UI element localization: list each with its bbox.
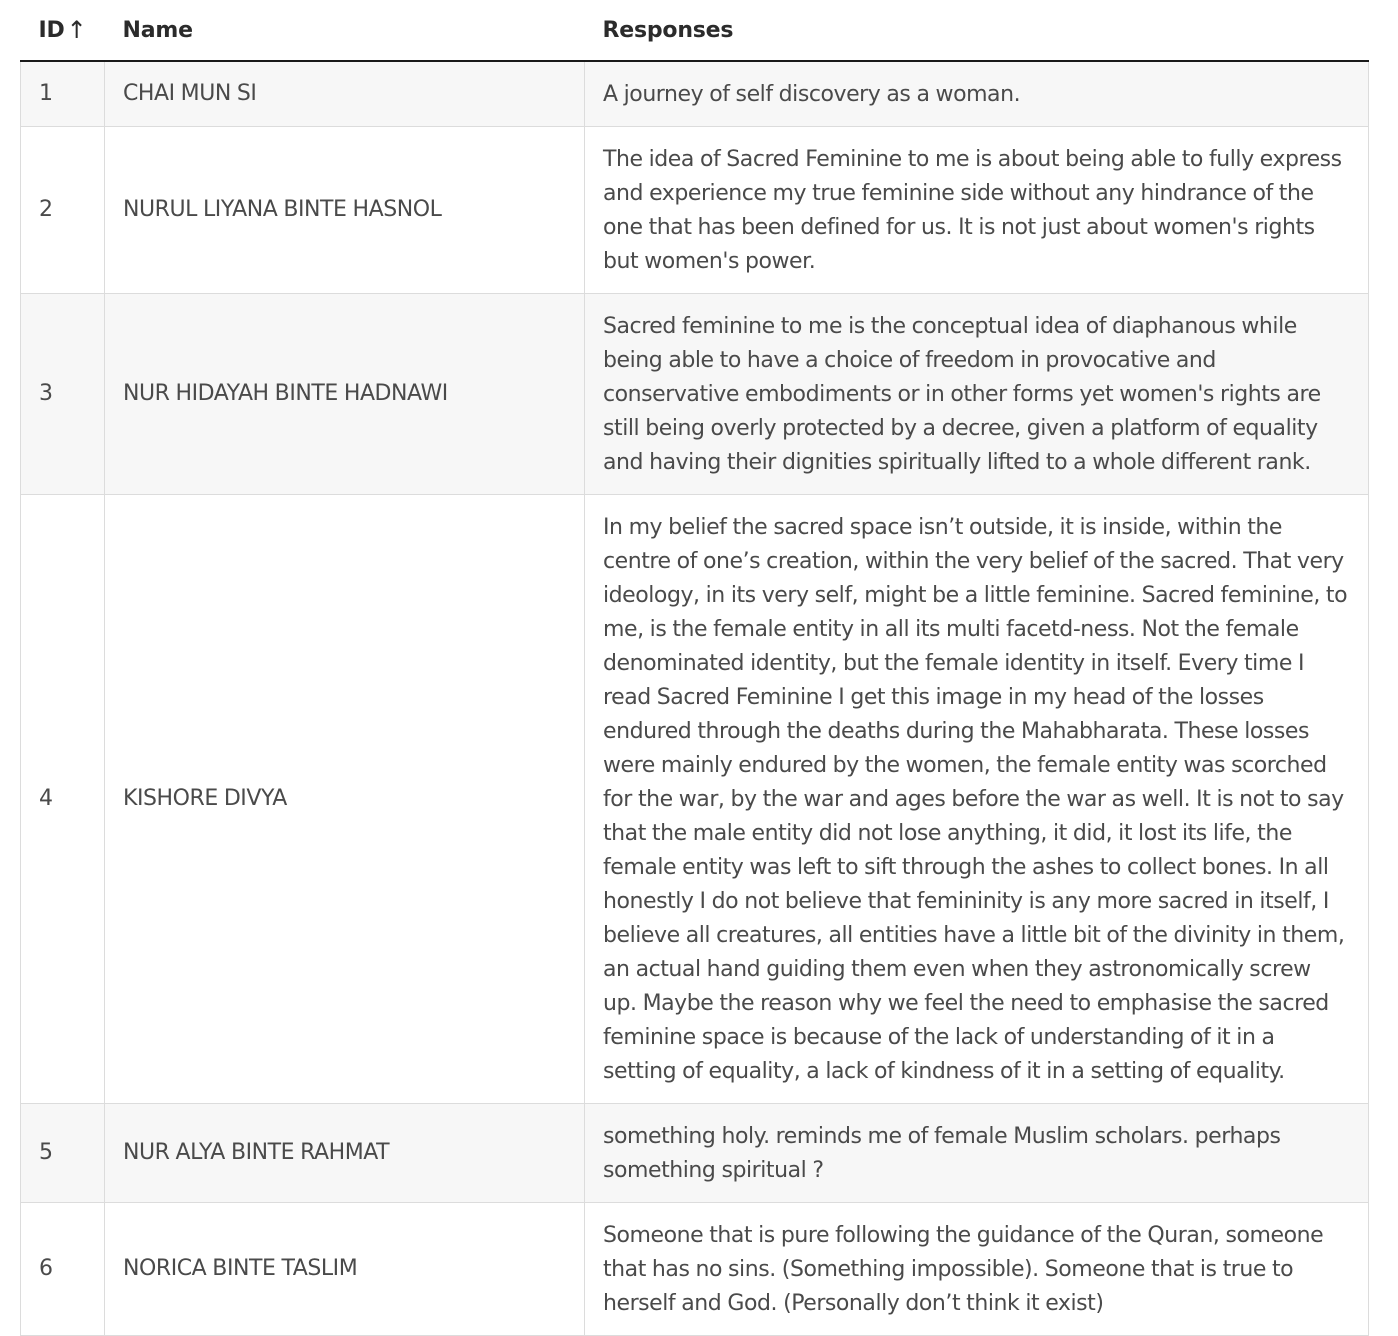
column-header-responses-label: Responses (602, 17, 734, 43)
cell-response: A journey of self discovery as a woman. (585, 61, 1369, 127)
cell-id: 6 (21, 1203, 105, 1336)
sort-ascending-icon[interactable]: ↑ (66, 16, 87, 44)
cell-response: Someone that is pure following the guidance of the Quran, someone that has no sins. (Something impossible). Someone that is true to herself and God. (Personally don’t think it exist) (585, 1203, 1369, 1336)
cell-id: 2 (21, 127, 105, 294)
cell-name: KISHORE DIVYA (105, 495, 585, 1104)
cell-response: The idea of Sacred Feminine to me is about being able to fully express and experience my true feminine side without any hindrance of the one that has been defined for us. It is not just about women's rights but women's power. (585, 127, 1369, 294)
table-row (21, 1104, 1369, 1203)
cell-id: 5 (21, 1104, 105, 1203)
table-row (21, 1203, 1369, 1336)
cell-name: NUR HIDAYAH BINTE HADNAWI (105, 294, 585, 495)
column-header-id[interactable] (21, 0, 105, 61)
cell-name: NUR ALYA BINTE RAHMAT (105, 1104, 585, 1203)
responses-table-container (20, 0, 1368, 1336)
table-row (21, 495, 1369, 1104)
cell-id: 4 (21, 495, 105, 1104)
column-header-id-label: ID (38, 18, 65, 43)
cell-response: Sacred feminine to me is the conceptual idea of diaphanous while being able to have a choice of freedom in provocative and conservative embodiments or in other forms yet women's rights are still being overly protected by a decree, given a platform of equality and having their dignities spiritually lifted to a whole different rank. (585, 294, 1369, 495)
cell-response: In my belief the sacred space isn’t outside, it is inside, within the centre of one’s creation, within the very belief of the sacred. That very ideology, in its very self, might be a little feminine. Sacred feminine, to me, is the female entity in all its multi facetd-ness. Not the female denominated identity, but the female identity in itself. Every time I read Sacred Feminine I get this image in my head of the losses endured through the deaths during the Mahabharata. These losses were mainly endured by the women, the female entity was scorched for the war, by the war and ages before the war as well. It is not to say that the male entity did not lose anything, it did, it lost its life, the female entity was left to sift through the ashes to collect bones. In all honestly I do not believe that femininity is any more sacred in itself, I believe all creatures, all entities have a little bit of the divinity in them, an actual hand guiding them even when they astronomically screw up. Maybe the reason why we feel the need to emphasise the sacred feminine space is because of the lack of understanding of it in a setting of equality, a lack of kindness of it in a setting of equality. (585, 495, 1369, 1104)
header-row (21, 0, 1369, 61)
table-header (21, 0, 1369, 61)
table-body (21, 61, 1369, 1336)
cell-name: NORICA BINTE TASLIM (105, 1203, 585, 1336)
column-header-name[interactable] (105, 0, 585, 61)
column-header-name-label: Name (122, 17, 193, 43)
responses-table (20, 0, 1369, 1336)
cell-response: something holy. reminds me of female Muslim scholars. perhaps something spiritual ? (585, 1104, 1369, 1203)
cell-id: 1 (21, 61, 105, 127)
table-row (21, 294, 1369, 495)
table-row (21, 61, 1369, 127)
table-row (21, 127, 1369, 294)
column-header-responses[interactable] (585, 0, 1369, 61)
cell-name: NURUL LIYANA BINTE HASNOL (105, 127, 585, 294)
cell-id: 3 (21, 294, 105, 495)
cell-name: CHAI MUN SI (105, 61, 585, 127)
